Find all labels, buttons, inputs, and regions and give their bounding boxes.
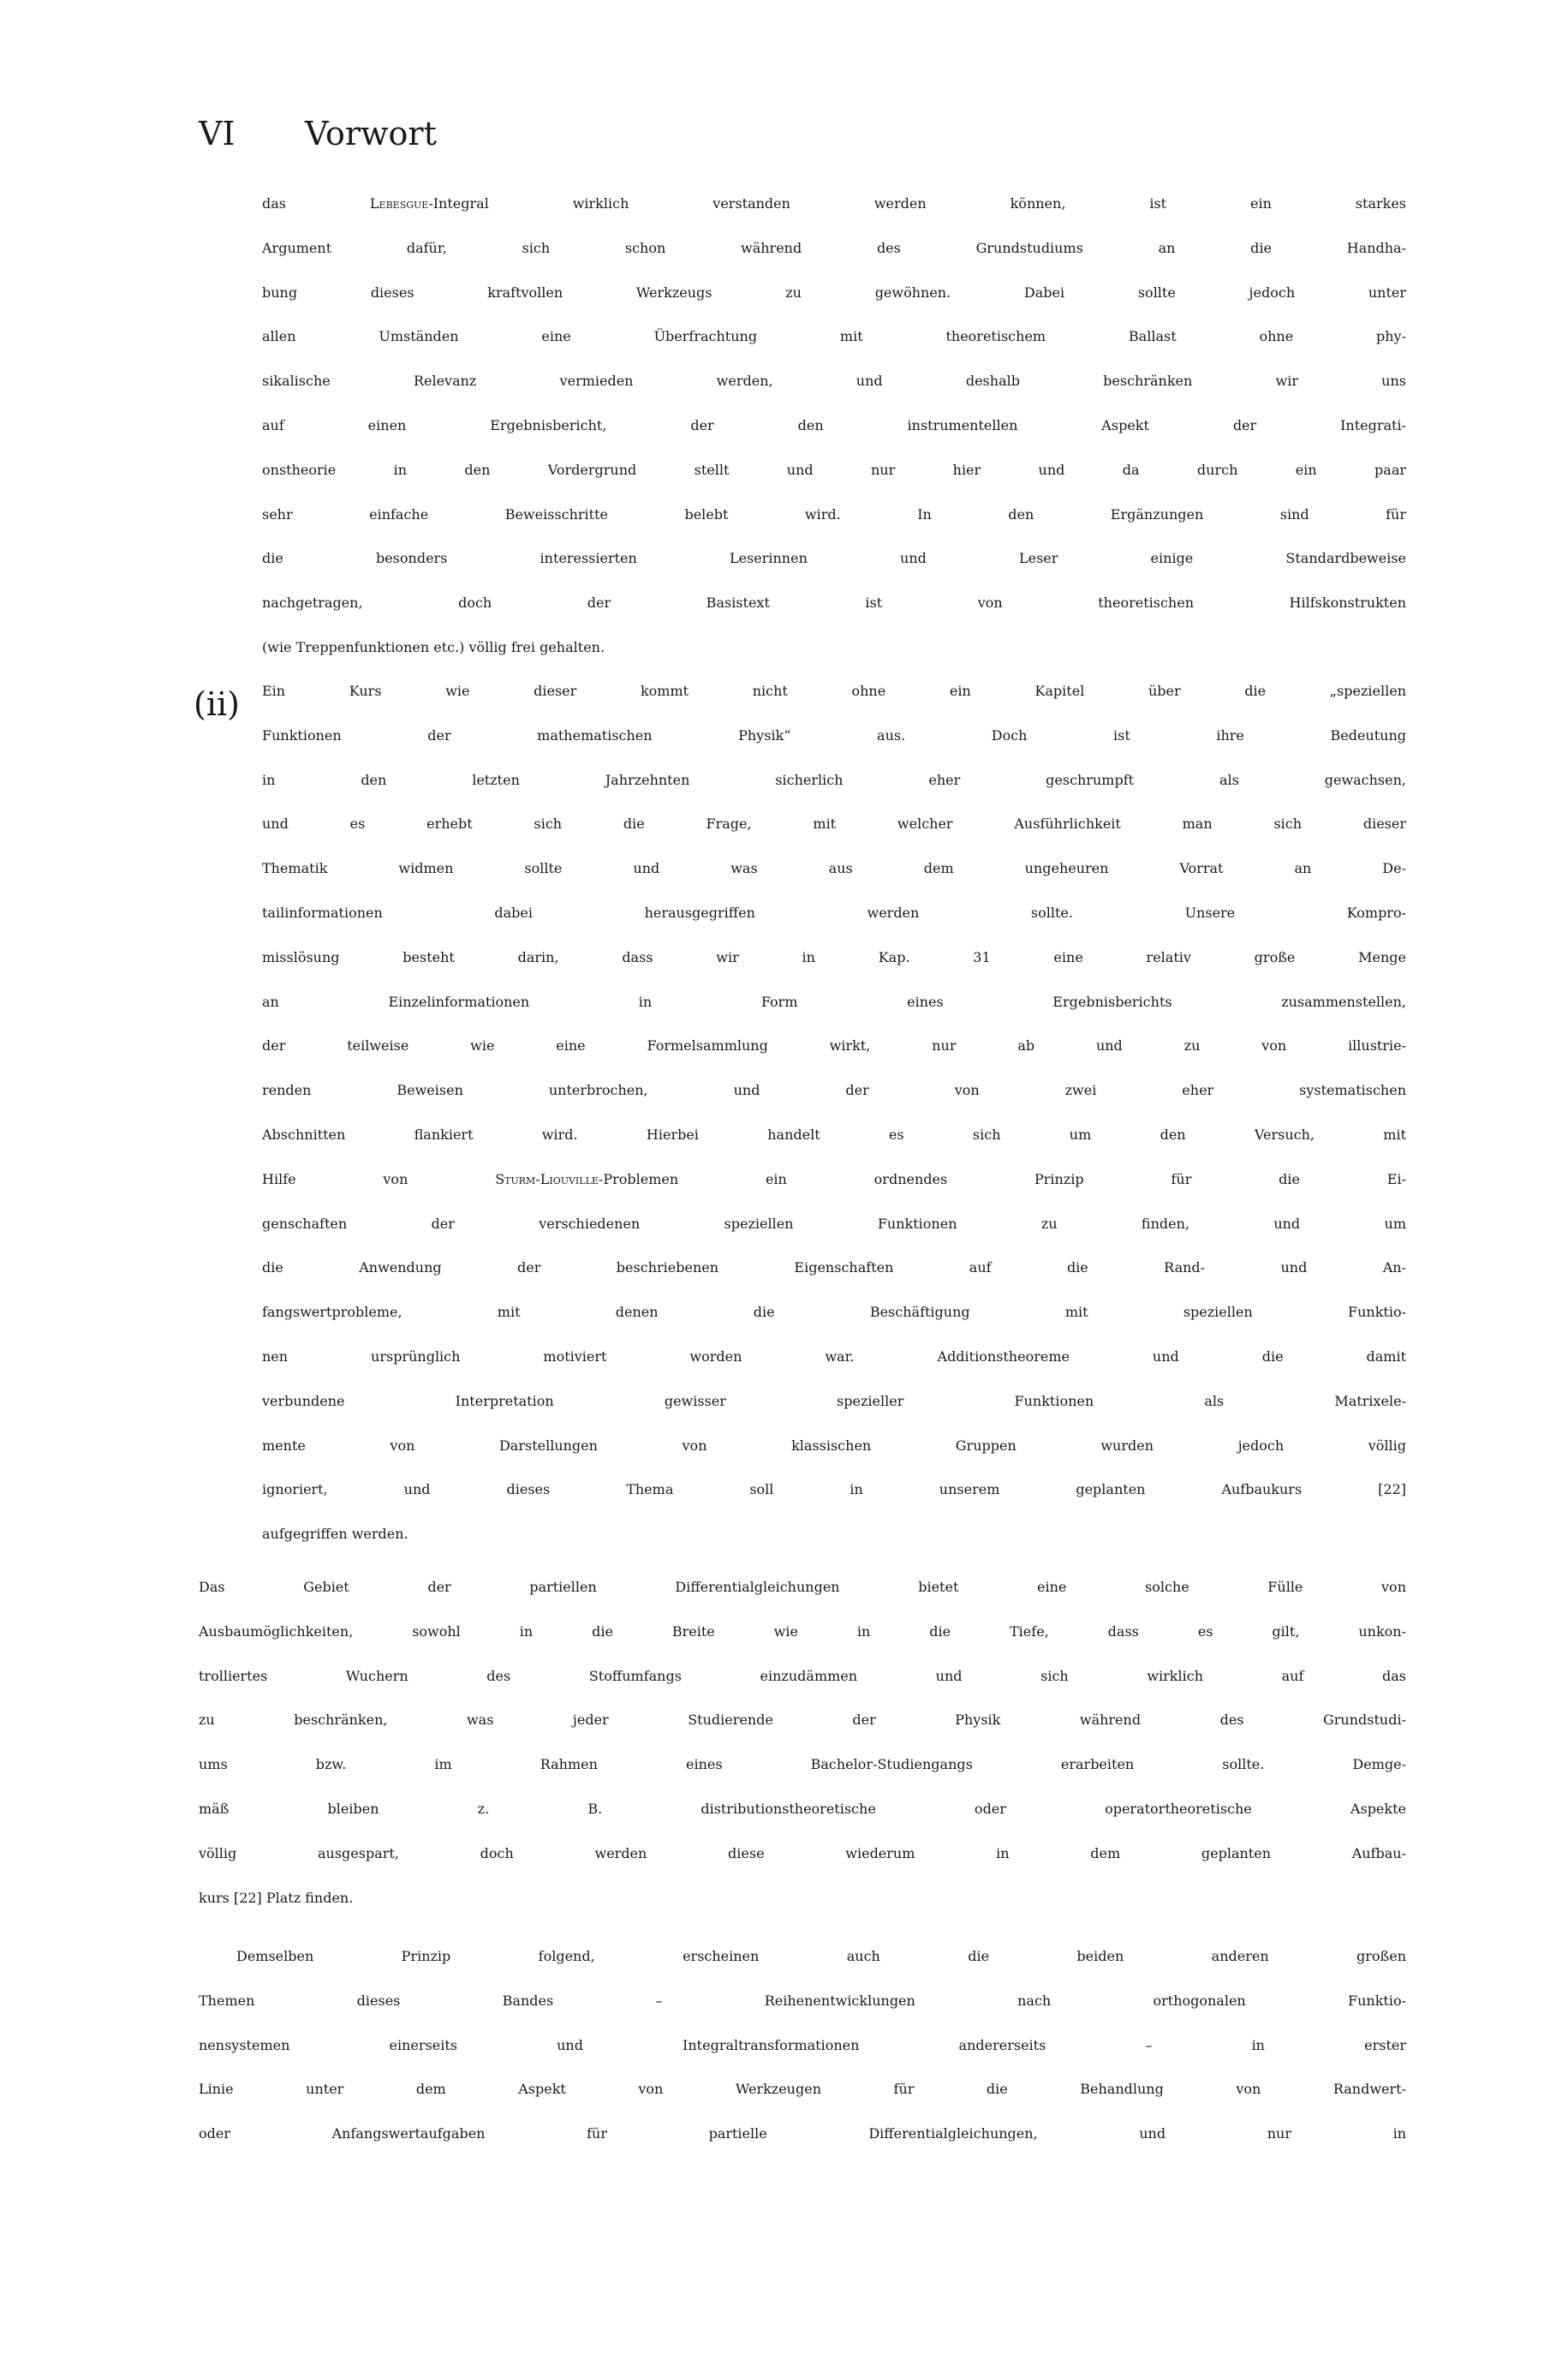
text-run: (wie Treppenfunktionen etc.) völlig frei gehalten.: [262, 638, 605, 655]
small-caps-name: Liouville: [540, 1170, 599, 1187]
text-line: [262, 506, 1406, 551]
text-line: [262, 639, 1406, 684]
text-line: [262, 1216, 1406, 1260]
text-line: [199, 1993, 1406, 2037]
page-number: VI: [199, 115, 235, 152]
text-run: Ein Kurs wie dieser kommt nicht ohne ein Kapitel über die „speziellen: [262, 683, 1406, 699]
text-run: Thematik widmen sollte und was aus dem ungeheuren Vorrat an De-: [262, 860, 1406, 877]
text-run: renden Beweisen unterbrochen, und der von zwei eher systematischen: [262, 1082, 1406, 1099]
item-ii-text: [262, 683, 1406, 1570]
text-run: nensystemen einerseits und Integraltransformationen andererseits – in erster: [199, 2036, 1406, 2053]
text-line: [262, 994, 1406, 1038]
text-run: verbundene Interpretation gewisser spezieller Funktionen als Matrixele-: [262, 1392, 1406, 1409]
text-run: nachgetragen, doch der Basistext ist von theoretischen Hilfskonstrukten: [262, 594, 1406, 612]
text-run: und es erhebt sich die Frage, mit welcher Ausführlichkeit man sich dieser: [262, 816, 1406, 833]
text-line: [262, 1126, 1406, 1171]
text-run: Ausbaumöglichkeiten, sowohl in die Breite wie in die Tiefe, dass es gilt, unkon-: [199, 1622, 1406, 1640]
text-line: [262, 1393, 1406, 1437]
running-title: Vorwort: [305, 115, 437, 152]
text-run: zu beschränken, was jeder Studierende der Physik während des Grundstudi-: [199, 1712, 1406, 1729]
text-run: mäß bleiben z. B. distributionstheoretische oder operatortheoretische Aspekte: [199, 1800, 1406, 1817]
text-run: an Einzelinformationen in Form eines Ergebnisberichts zusammenstellen,: [262, 993, 1406, 1010]
text-run: misslösung besteht darin, dass wir in Kap. 31 eine relativ große Menge: [262, 948, 1406, 965]
text-line: [199, 1845, 1406, 1890]
text-run: -Integral wirklich verstanden werden können, ist ein starkes: [428, 195, 1407, 212]
text-run: die besonders interessierten Leserinnen und Leser einige Standardbeweise: [262, 550, 1406, 567]
text-line: [262, 1348, 1406, 1393]
text-run: onstheorie in den Vordergrund stellt und nur hier und da durch ein paar: [262, 461, 1406, 478]
text-line: [262, 462, 1406, 506]
text-line: [262, 328, 1406, 373]
text-line: [262, 816, 1406, 860]
text-run: tailinformationen dabei herausgegriffen werden sollte. Unsere Kompro-: [262, 904, 1406, 921]
text-line: [262, 683, 1406, 727]
text-line: [262, 1437, 1406, 1482]
text-run: Themen dieses Bandes – Reihenentwicklungen nach orthogonalen Funktio-: [199, 1992, 1406, 2009]
text-line: [199, 1801, 1406, 1845]
text-line: [262, 594, 1406, 639]
text-line: [262, 550, 1406, 594]
text-run: auf einen Ergebnisbericht, der den instrumentellen Aspekt der Integrati-: [262, 416, 1406, 433]
text-run: Demselben Prinzip folgend, erscheinen auch die beiden anderen großen: [236, 1948, 1406, 1964]
text-run: völlig ausgespart, doch werden diese wiederum in dem geplanten Aufbau-: [199, 1844, 1406, 1861]
text-line: [262, 373, 1406, 417]
item-ii-label: (ii): [194, 685, 240, 723]
text-run: aufgegriffen werden.: [262, 1526, 408, 1543]
text-line: [262, 949, 1406, 994]
text-line: [199, 1890, 1406, 1934]
text-run: ignoriert, und dieses Thema soll in unserem geplanten Aufbaukurs [22]: [262, 1481, 1406, 1498]
text-run: Hilfe von: [262, 1170, 496, 1187]
text-run: allen Umständen eine Überfrachtung mit theoretischem Ballast ohne phy-: [262, 328, 1406, 345]
text-run: trolliertes Wuchern des Stoffumfangs einzudämmen und sich wirklich auf das: [199, 1667, 1406, 1684]
text-line: [262, 1304, 1406, 1348]
text-run: Abschnitten flankiert wird. Hierbei handelt es sich um den Versuch, mit: [262, 1126, 1406, 1143]
text-run: Argument dafür, sich schon während des Grundstudiums an die Handha-: [262, 239, 1406, 256]
text-run: Das Gebiet der partiellen Differentialgleichungen bietet eine solche Fülle von: [199, 1579, 1406, 1595]
text-line: [199, 1623, 1406, 1668]
text-line: [262, 905, 1406, 949]
text-line: [262, 860, 1406, 905]
text-run: kurs [22] Platz finden.: [199, 1889, 354, 1906]
item-i-continuation: [262, 195, 1406, 684]
text-line: [262, 1037, 1406, 1082]
text-run: in den letzten Jahrzehnten sicherlich eher geschrumpft als gewachsen,: [262, 771, 1406, 788]
text-line: [262, 1082, 1406, 1126]
text-line: [262, 1171, 1406, 1216]
text-line: [262, 240, 1406, 284]
text-line: [199, 1579, 1406, 1623]
text-run: das: [262, 195, 370, 212]
text-line: [199, 1712, 1406, 1756]
text-line: [262, 1481, 1406, 1526]
text-run: fangswertprobleme, mit denen die Beschäftigung mit speziellen Funktio-: [262, 1304, 1406, 1321]
text-run: ums bzw. im Rahmen eines Bachelor-Studiengangs erarbeiten sollte. Demge-: [199, 1756, 1406, 1773]
text-line: [262, 1259, 1406, 1304]
text-run: genschaften der verschiedenen speziellen Funktionen zu finden, und um: [262, 1215, 1406, 1232]
text-run: Funktionen der mathematischen Physik“ aus. Doch ist ihre Bedeutung: [262, 726, 1406, 744]
text-run: der teilweise wie eine Formelsammlung wirkt, nur ab und zu von illustrie-: [262, 1037, 1406, 1055]
text-run: nen ursprünglich motiviert worden war. Additionstheoreme und die damit: [262, 1347, 1406, 1365]
text-line: [199, 2125, 1406, 2170]
text-line: [262, 772, 1406, 816]
text-line: [262, 417, 1406, 462]
text-line: [262, 195, 1406, 240]
text-line: [199, 1756, 1406, 1801]
text-run: bung dieses kraftvollen Werkzeugs zu gewöhnen. Dabei sollte jedoch unter: [262, 284, 1406, 301]
text-line: [199, 2081, 1406, 2125]
small-caps-name: Lebesgue: [369, 195, 429, 212]
small-caps-name: Sturm: [495, 1170, 536, 1187]
text-line: [262, 1526, 1406, 1570]
text-run: -Problemen ein ordnendes Prinzip für die Ei-: [598, 1170, 1407, 1187]
text-run: oder Anfangswertaufgaben für partielle Differentialgleichungen, und nur in: [199, 2125, 1406, 2142]
text-run: mente von Darstellungen von klassischen Gruppen wurden jedoch völlig: [262, 1437, 1406, 1454]
text-line: [199, 1668, 1406, 1712]
text-run: Linie unter dem Aspekt von Werkzeugen für die Behandlung von Randwert-: [199, 2081, 1406, 2098]
text-run: sehr einfache Beweisschritte belebt wird. In den Ergänzungen sind für: [262, 505, 1406, 523]
text-run: -: [535, 1170, 540, 1187]
text-line: [199, 1948, 1406, 1993]
paragraph-2: [199, 1948, 1406, 2170]
text-run: sikalische Relevanz vermieden werden, und deshalb beschränken wir uns: [262, 373, 1406, 390]
text-run: die Anwendung der beschriebenen Eigenschaften auf die Rand- und An-: [262, 1259, 1406, 1276]
running-header: [199, 113, 437, 154]
text-line: [262, 727, 1406, 772]
text-line: [262, 284, 1406, 329]
text-line: [199, 2037, 1406, 2082]
paragraph-1: [199, 1579, 1406, 1933]
